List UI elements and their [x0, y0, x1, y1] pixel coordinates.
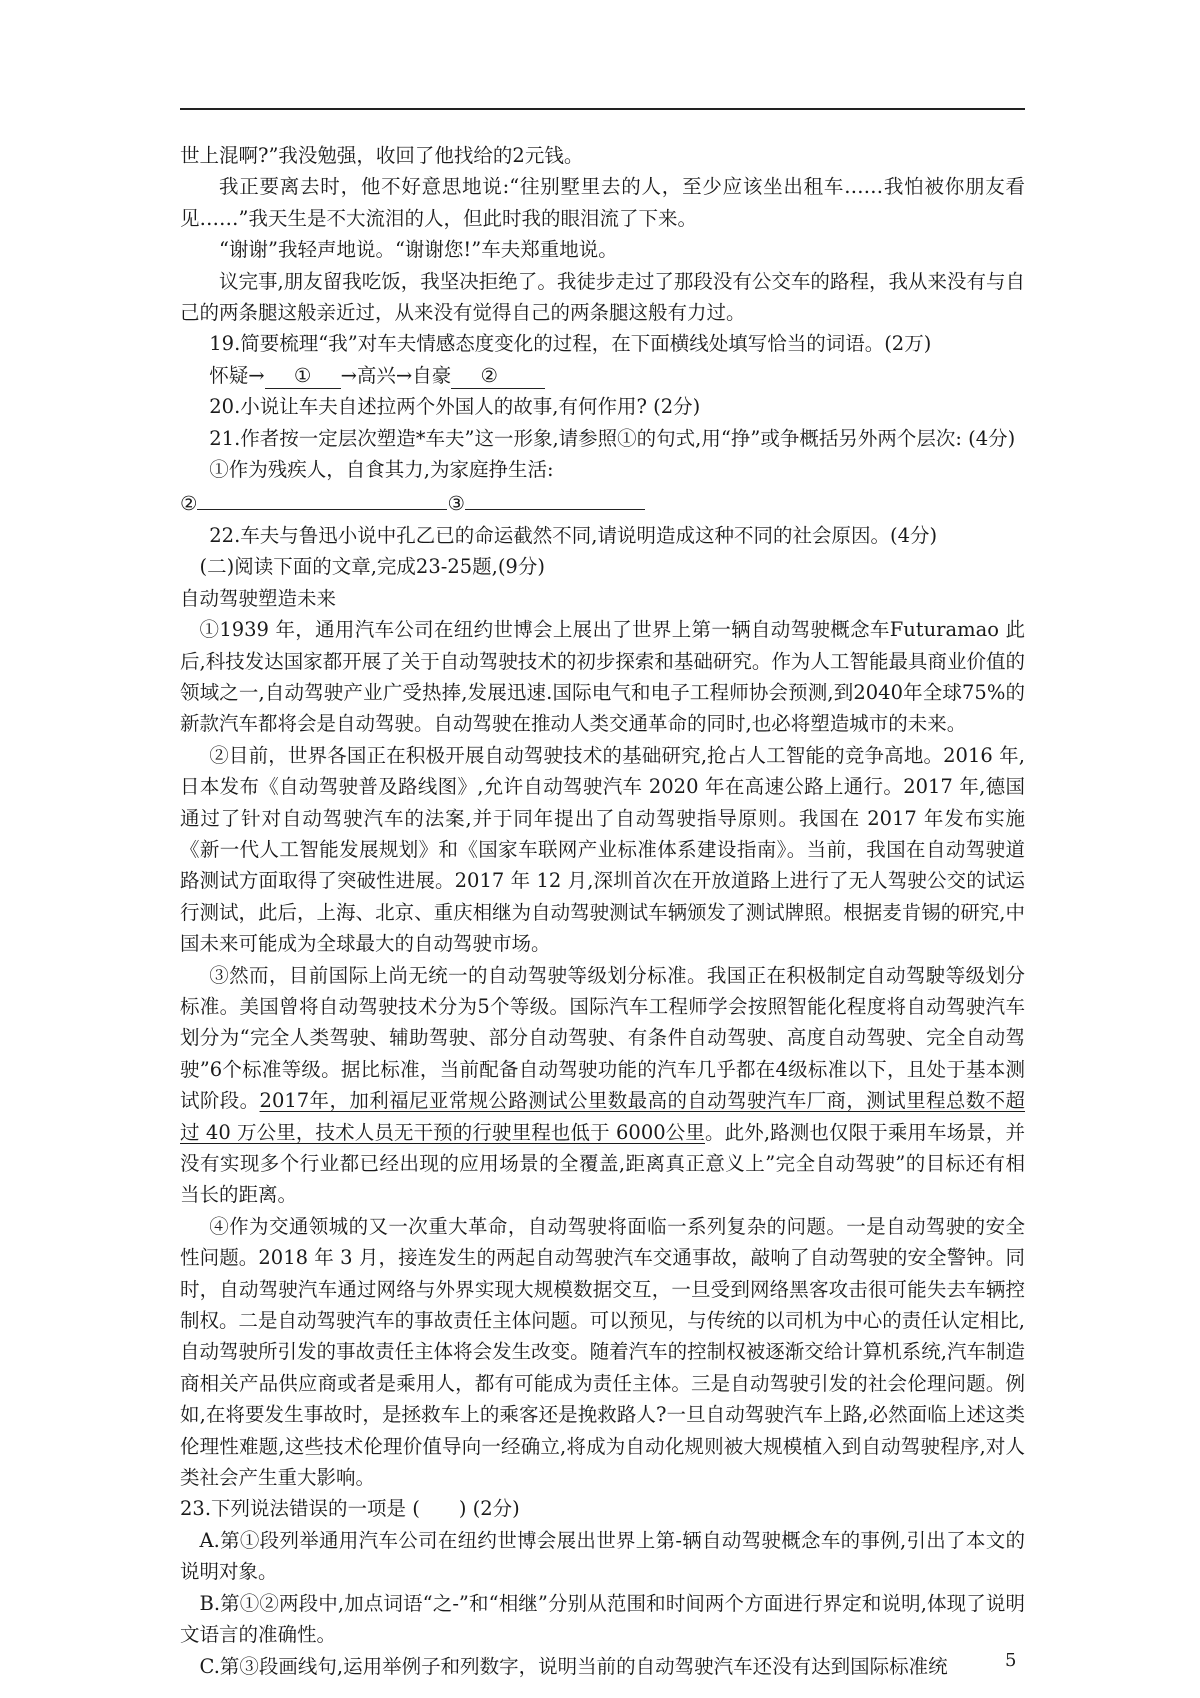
article-title: 自动驾驶塑造未来	[180, 586, 337, 610]
story-paragraph-4: 议完事,朋友留我吃饭，我坚决拒绝了。我徒步走过了那段没有公交车的路程，我从来没有与自己的两条腿这般亲近过，从来没有觉得自己的两条腿这般有力过。	[180, 269, 1025, 325]
story-paragraph-2: 我正要离去时，他不好意思地说:“往别墅里去的人，至少应该坐出租车……我怕被你朋友看见……”我天生是不大流泪的人，但此时我的眼泪流了下来。	[180, 175, 1025, 230]
q19-blank-2[interactable]: ②	[451, 364, 545, 389]
question-21-example: ①作为残疾人，自食其力,为家庭挣生活:	[209, 458, 554, 482]
story-paragraph-1: 世上混啊?”我没勉强，收回了他找给的2元钱。	[180, 144, 584, 167]
page-content	[180, 140, 1025, 1682]
article-paragraph-4: ④作为交通领城的又一次重大革命，自动驾驶将面临一系列复杂的问题。一是自动驾驶的安全性问题。2018 年 3 月，接连发生的两起自动驾驶汽车交通事故，敲响了自动驾驶的安全警钟。同时，自动驾驶汽车通过网络与外界实现大规模数据交互，一旦受到网络黑客攻击很可能失去车辆控制权。二是自动驾驶汽车的事故责任主体问题。可以预见，与传统的以司机为中心的责任认定相比,自动驾驶所引发的事故责任主体将会发生改变。随着汽车的控制权被逐渐交给计算机系统,汽车制造商相关产品供应商或者是乘用人，都有可能成为责任主体。三是自动驾驶引发的社会伦理问题。例如,在将要发生事故时，是拯救车上的乘客还是挽救路人?一旦自动驾驶汽车上路,必然面临上述这类伦理性难题,这些技术伦理价值导向一经确立,将成为自动化规则被大规模植入到自动驾驶程序,对人类社会产生重大影响。	[180, 1214, 1025, 1490]
story-paragraph-3: “谢谢”我轻声地说。“谢谢您!”车夫郑重地说。	[219, 238, 618, 262]
article-paragraph-3-lead: ③然而，目前国际上尚无统一的自动驾驶等级划分标准。我国正在积极制定自动驾駛等级划分标准。美国曾将自动驾驶技术分为5个等级。国际汽车工程师学会按照智能化程度将自动驾驶汽车划分为“完全人类驾驶、辅助驾驶、部分自动驾驶、有条件自动驾驶、高度自动驾驶、完全自动驾驶”6个标准等级。据比标准，当前配备自动驾驶功能的汽车几乎都在4级标准以下，且处于基本测试阶段。	[180, 963, 1025, 1113]
header-rule	[180, 108, 1025, 110]
question-21-answer-line	[180, 485, 1025, 519]
question-19-answer-line	[180, 360, 1025, 391]
article-paragraph-1: ①1939 年，通用汽车公司在纽约世博会上展出了世界上第一辆自动驾驶概念车Futuramao 此后,科技发达国家都开展了关于自动驾驶技术的初步探索和基础研究。作为人工智能最具商业价值的领域之一,自动驾驶产业广受热捧,发展迅速.国际电气和电子工程师协会预测,到2040年全球75%的新款汽车都将会是自动驾驶。自动驾驶在推动人类交通革命的同时,也必将塑造城市的未来。	[180, 618, 1025, 736]
page-number: 5	[1005, 1650, 1017, 1671]
question-23-stem: 23.下列说法错误的一项是 ( ) (2分)	[180, 1497, 520, 1521]
section-2-heading: (二)阅读下面的文章,完成23-25题,(9分)	[199, 555, 545, 579]
question-20: 20.小说让车夫自述拉两个外国人的故事,有何作用? (2分)	[209, 395, 701, 419]
article-paragraph-2: ②目前，世界各国正在积极开展自动驾驶技术的基础研究,抢占人工智能的竞争高地。2016 年,日本发布《自动驾驶普及路线图》,允许自动驾驶汽车 2020 年在高速公路上通行。2017 年,德国通过了针对自动驾驶汽车的法案,并于同年提出了自动驾驶指导原则。我国在 2017 年发布实施《新一代人工智能发展规划》和《国家车联网产业标准体系建设指南》。当前，我国在自动驾驶道路测试方面取得了突破性进展。2017 年 12 月,深圳首次在开放道路上进行了无人驾驶公交的试运行测试，此后，上海、北京、重庆相继为自动驾驶测试车辆颁发了测试牌照。根据麦肯锡的研究,中国未来可能成为全球最大的自动驾驶市场。	[180, 743, 1025, 956]
question-21: 21.作者按一定层次塑造*车夫”这一形象,请参照①的句式,用“挣”或争概括另外两个层次: (4分)	[209, 426, 1016, 450]
question-23-option-a: A.第①段列举通用汽车公司在纽约世博会展出世界上第-辆自动驾驶概念车的事例,引出了本文的说明对象。	[180, 1528, 1025, 1584]
q21-label-3: ③	[447, 492, 465, 516]
article-paragraph-3-tail: 。此外,路测也仅限于乘用车场景，并没有实现多个行业都已经出现的应用场景的全覆盖,距离真正意义上”完全自动驾驶”的目标还有相当长的距离。	[180, 1120, 1025, 1207]
q21-blank-3[interactable]	[465, 485, 645, 510]
q19-part1: 怀疑→	[209, 363, 265, 387]
underlined-sentence: 2017年，加利福尼亚常规公路测试公里数最高的自动驾驶汽车厂商，测试里程总数不超过 40 万公里，技术人员无干预的行驶里程也低于 6000公里	[180, 1089, 1025, 1144]
q19-blank-1[interactable]: ①	[265, 364, 341, 389]
question-23-option-c: C.第③段画线句,运用举例子和列数字，说明当前的自动驾驶汽车还没有达到国际标准统	[199, 1654, 948, 1678]
q19-part2: →高兴→自豪	[340, 363, 452, 387]
question-19: 19.简要梳理“我”对车夫情感态度变化的过程，在下面横线处填写恰当的词语。(2万)	[209, 332, 932, 356]
article-paragraph-3	[180, 960, 1025, 1211]
q21-label-2: ②	[180, 492, 198, 516]
question-22: 22.车夫与鲁迅小说中孔乙已的命运截然不同,请说明造成这种不同的社会原因。(4分)	[209, 523, 938, 547]
q21-blank-2[interactable]	[197, 485, 447, 510]
question-23-option-b: B.第①②两段中,加点词语“之-”和“相继”分别从范围和时间两个方面进行界定和说明,体现了说明文语言的准确性。	[180, 1591, 1025, 1647]
